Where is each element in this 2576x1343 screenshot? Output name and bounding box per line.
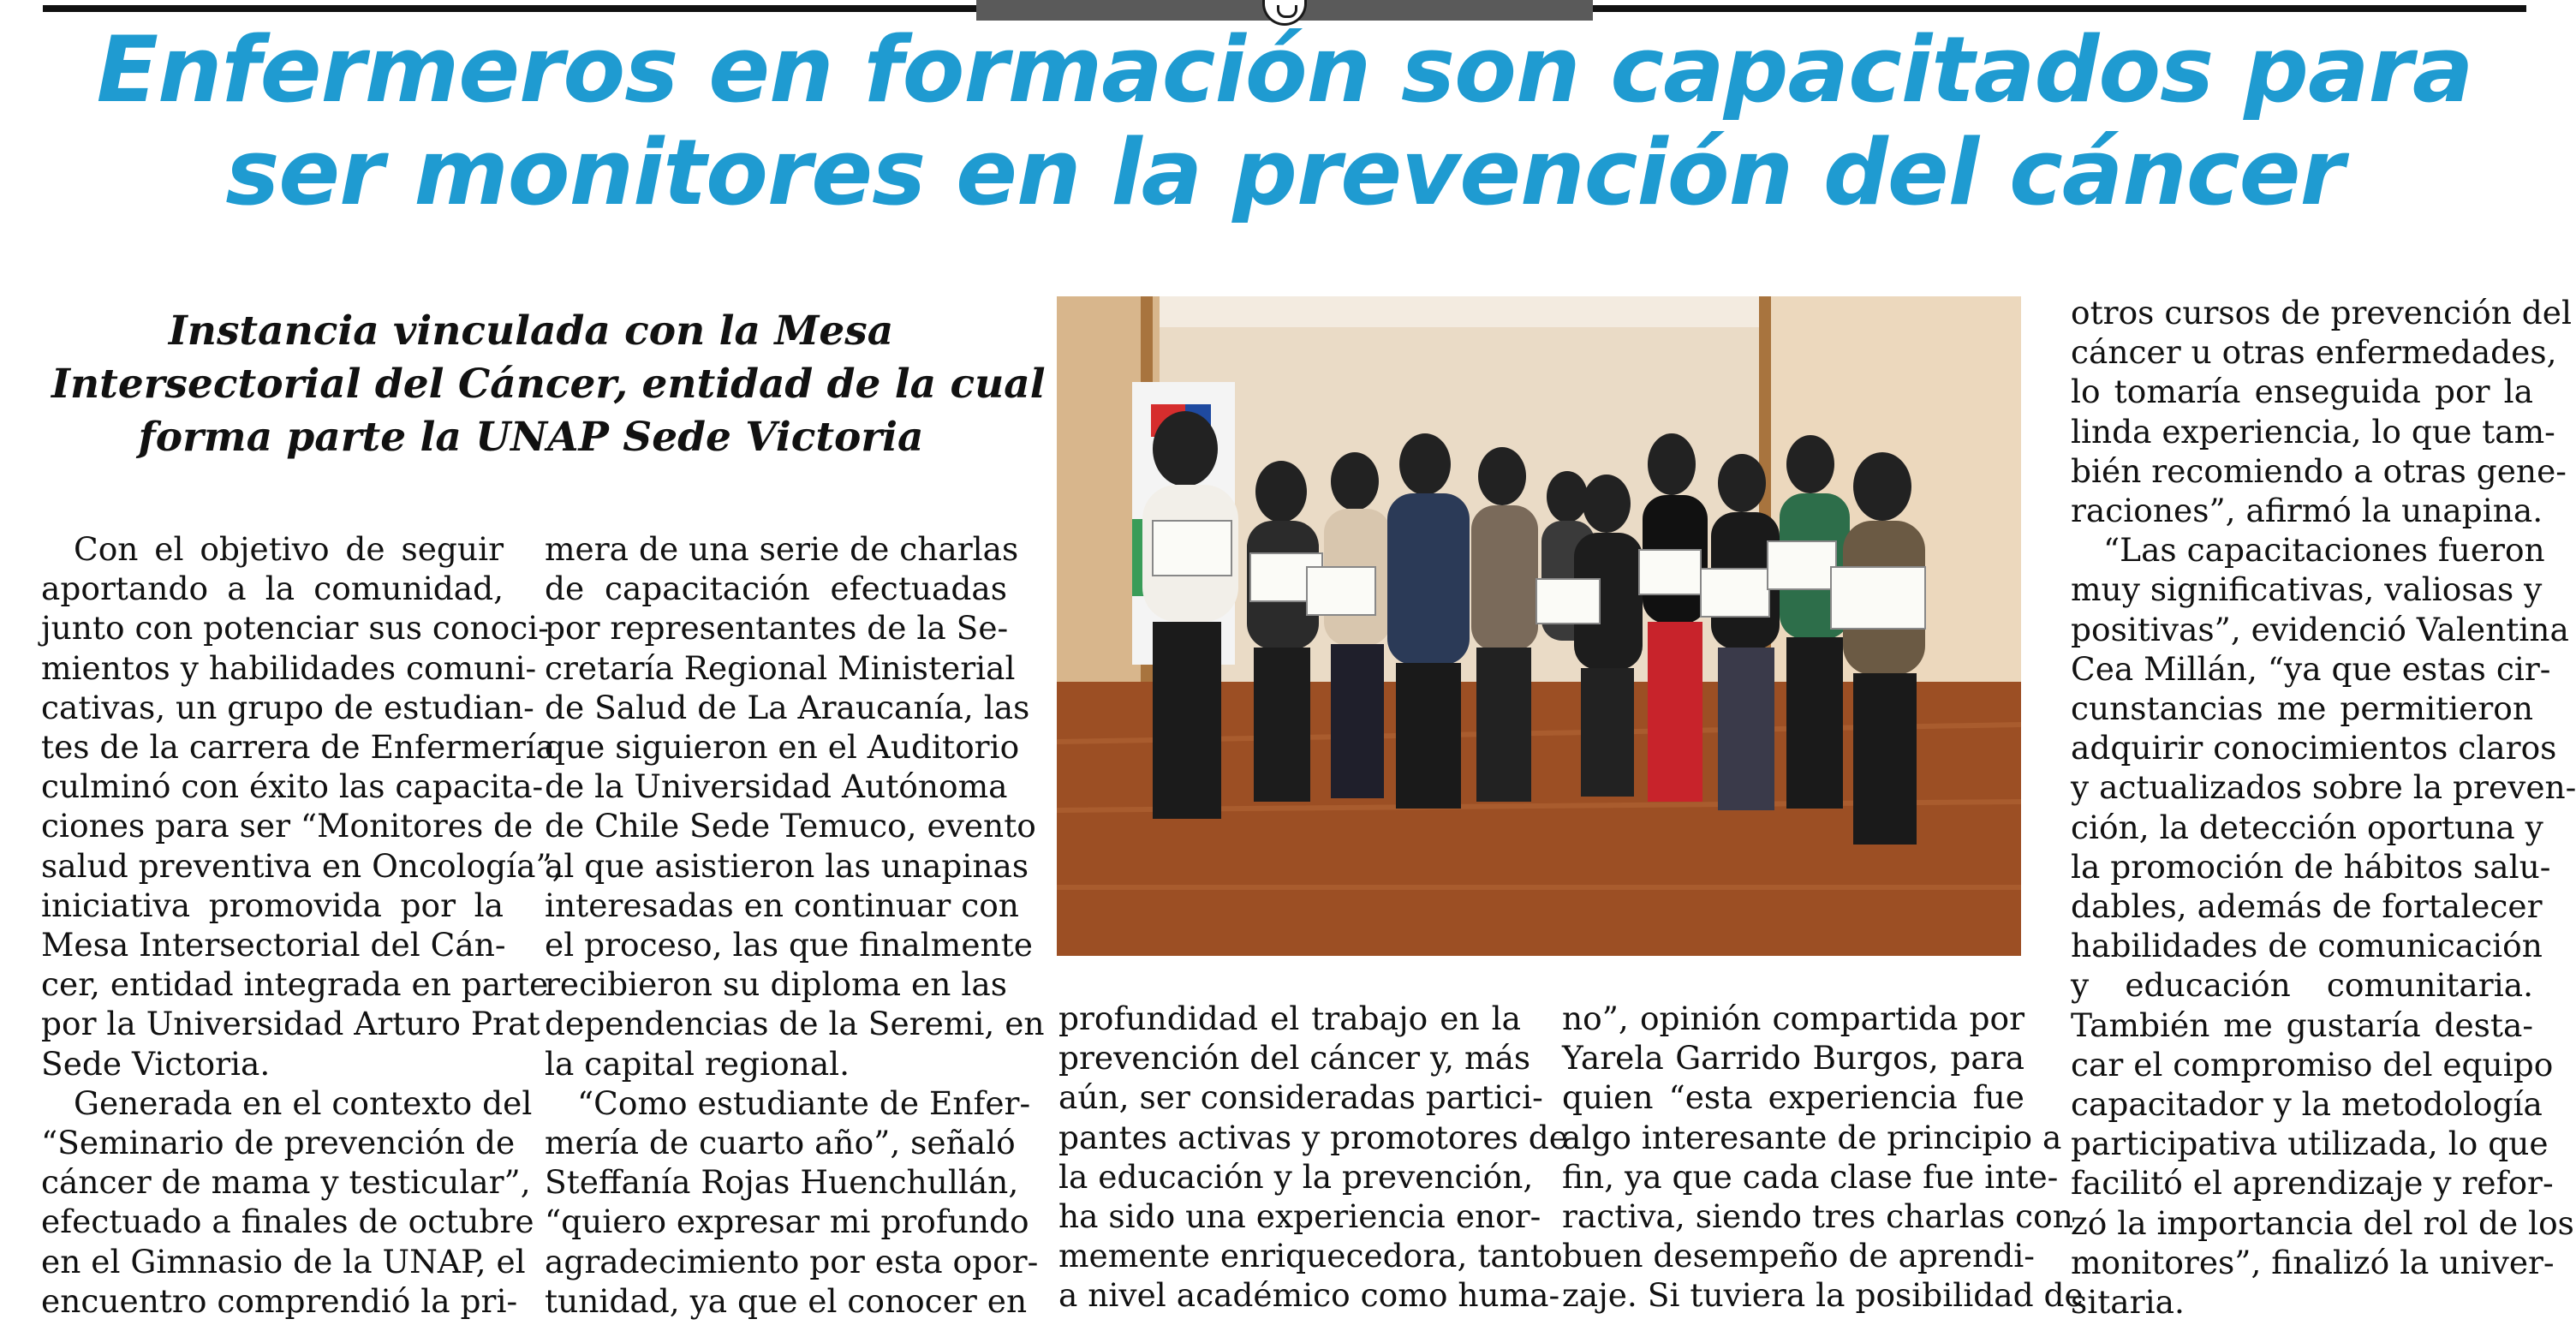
article-line: ción, la detección oportuna y: [2071, 808, 2543, 846]
article-line: bién recomiendo a otras gene-: [2071, 451, 2567, 490]
article-column-2: [545, 529, 1045, 1321]
article-line: en el Gimnasio de la UNAP, el: [41, 1242, 526, 1280]
subheadline-line-2: Intersectorial del Cáncer, entidad de la cual: [51, 361, 1046, 408]
article-line: También me gustaría desta-: [2071, 1006, 2533, 1044]
article-line: lo tomaría enseguida por la: [2071, 373, 2533, 411]
article-line: interesadas en continuar con: [545, 886, 1019, 924]
article-line: Sede Victoria.: [41, 1044, 271, 1083]
article-line: linda experiencia, lo que tam-: [2071, 412, 2555, 451]
article-line: Mesa Intersectorial del Cán-: [41, 926, 506, 964]
article-column-4: [1562, 999, 2084, 1316]
article-line: monitores”, finalizó la univer-: [2071, 1243, 2555, 1281]
article-line: ciones para ser “Monitores de: [41, 807, 534, 845]
headline-line-1: Enfermeros en formación son capacitados para: [96, 17, 2473, 122]
article-line: dependencias de la Seremi, en: [545, 1005, 1045, 1043]
article-line: la capital regional.: [545, 1044, 850, 1083]
article-line: y educación comunitaria.: [2071, 966, 2533, 1005]
article-line: recibieron su diploma en las: [545, 965, 1007, 1004]
article-line: de capacitación efectuadas: [545, 570, 1007, 608]
article-line: Generada en el contexto del: [74, 1083, 533, 1122]
article-line: mería de cuarto año”, señaló: [545, 1124, 1016, 1162]
article-line: participativa utilizada, lo que: [2071, 1125, 2549, 1163]
article-line: de Chile Sede Temuco, evento: [545, 807, 1036, 845]
article-line: facilitó el aprendizaje y refor-: [2071, 1164, 2554, 1203]
article-line: junto con potenciar sus conoci-: [41, 609, 549, 648]
article-line: raciones”, afirmó la unapina.: [2071, 492, 2543, 530]
article-line: de la Universidad Autónoma: [545, 767, 1008, 806]
article-line: ractiva, siendo tres charlas con: [1562, 1197, 2073, 1236]
article-column-1: [41, 529, 563, 1321]
article-line: fin, ya que cada clase fue inte-: [1562, 1157, 2059, 1196]
headline: [34, 19, 2535, 224]
article-line: sitaria.: [2071, 1283, 2185, 1322]
article-line: al que asistieron las unapinas: [545, 846, 1029, 885]
article-line: “Como estudiante de Enfer-: [577, 1083, 1031, 1122]
subheadline-line-3: forma parte la UNAP Sede Victoria: [138, 414, 924, 461]
article-line: car el compromiso del equipo: [2071, 1045, 2554, 1083]
article-line: agradecimiento por esta opor-: [545, 1242, 1039, 1280]
article-line: “Seminario de prevención de: [41, 1124, 516, 1162]
article-line: que siguieron en el Auditorio: [545, 728, 1020, 767]
article-line: aún, ser consideradas partici-: [1058, 1078, 1543, 1117]
article-line: cretaría Regional Ministerial: [545, 648, 1016, 687]
top-rule-left: [43, 5, 976, 12]
article-line: buen desempeño de aprendi-: [1562, 1237, 2035, 1275]
article-line: cáncer de mama y testicular”,: [41, 1163, 531, 1202]
article-line: la educación y la prevención,: [1058, 1157, 1534, 1196]
article-line: efectuado a finales de octubre: [41, 1203, 534, 1241]
article-line: por representantes de la Se-: [545, 609, 1009, 648]
article-line: tes de la carrera de Enfermería: [41, 728, 556, 767]
article-line: algo interesante de principio a: [1562, 1118, 2062, 1156]
article-line: la promoción de hábitos salu-: [2071, 847, 2551, 886]
article-line: muy significativas, valiosas y: [2071, 570, 2543, 609]
subheadline-line-1: Instancia vinculada con la Mesa: [168, 307, 894, 355]
article-line: a nivel académico como huma-: [1058, 1276, 1560, 1315]
article-line: de Salud de La Araucanía, las: [545, 688, 1030, 726]
article-line: y actualizados sobre la preven-: [2071, 768, 2576, 807]
article-line: positivas”, evidenció Valentina: [2071, 610, 2569, 648]
article-line: cer, entidad integrada en parte: [41, 965, 549, 1004]
article-line: “quiero expresar mi profundo: [545, 1203, 1029, 1241]
article-line: Cea Millán, “ya que estas cir-: [2071, 649, 2551, 688]
article-line: cunstancias me permitieron: [2071, 689, 2533, 728]
article-line: mera de una serie de charlas: [545, 530, 1019, 568]
article-line: tunidad, ya que el conocer en: [545, 1281, 1028, 1320]
article-line: otros cursos de prevención del: [2071, 294, 2572, 331]
article-line: Con el objetivo de seguir: [74, 530, 504, 568]
article-line: culminó con éxito las capacita-: [41, 767, 544, 806]
top-rule-right: [1593, 5, 2526, 12]
article-line: adquirir conocimientos claros: [2071, 729, 2557, 767]
article-line: memente enriquecedora, tanto: [1058, 1237, 1563, 1275]
article-line: por la Universidad Arturo Prat: [41, 1005, 540, 1043]
article-line: quien “esta experiencia fue: [1562, 1078, 2024, 1117]
article-line: el proceso, las que finalmente: [545, 926, 1033, 964]
article-line: iniciativa promovida por la: [41, 886, 504, 924]
headline-line-2: ser monitores en la prevención del cáncer: [225, 120, 2344, 225]
article-column-3: [1058, 999, 1568, 1316]
article-line: zaje. Si tuviera la posibilidad de: [1562, 1276, 2084, 1315]
article-line: pantes activas y promotores de: [1058, 1118, 1568, 1156]
article-line: mientos y habilidades comuni-: [41, 648, 537, 687]
article-line: profundidad el trabajo en la: [1058, 1000, 1521, 1037]
group-photo-illustration: [1057, 296, 2021, 956]
article-line: cáncer u otras enfermedades,: [2071, 333, 2557, 372]
article-line: no”, opinión compartida por: [1562, 1000, 2024, 1037]
subheadline: [51, 305, 1046, 464]
article-column-5: [2071, 293, 2576, 1322]
article-line: Yarela Garrido Burgos, para: [1562, 1039, 2024, 1077]
article-line: “Las capacitaciones fueron: [2103, 531, 2545, 570]
article-line: ha sido una experiencia enor-: [1058, 1197, 1541, 1236]
article-line: salud preventiva en Oncología”,: [41, 846, 563, 885]
article-line: capacitador y la metodología: [2071, 1085, 2543, 1124]
group-photo-icon: [1057, 296, 2021, 956]
article-line: dables, además de fortalecer: [2071, 887, 2543, 926]
article-line: Steffanía Rojas Huenchullán,: [545, 1163, 1019, 1202]
article-line: cativas, un grupo de estudian-: [41, 688, 534, 726]
article-line: habilidades de comunicación: [2071, 927, 2543, 965]
article-line: zó la importancia del rol de los: [2071, 1203, 2574, 1242]
article-line: prevención del cáncer y, más: [1058, 1039, 1531, 1077]
article-line: aportando a la comunidad,: [41, 570, 504, 608]
article-line: encuentro comprendió la pri-: [41, 1281, 518, 1320]
